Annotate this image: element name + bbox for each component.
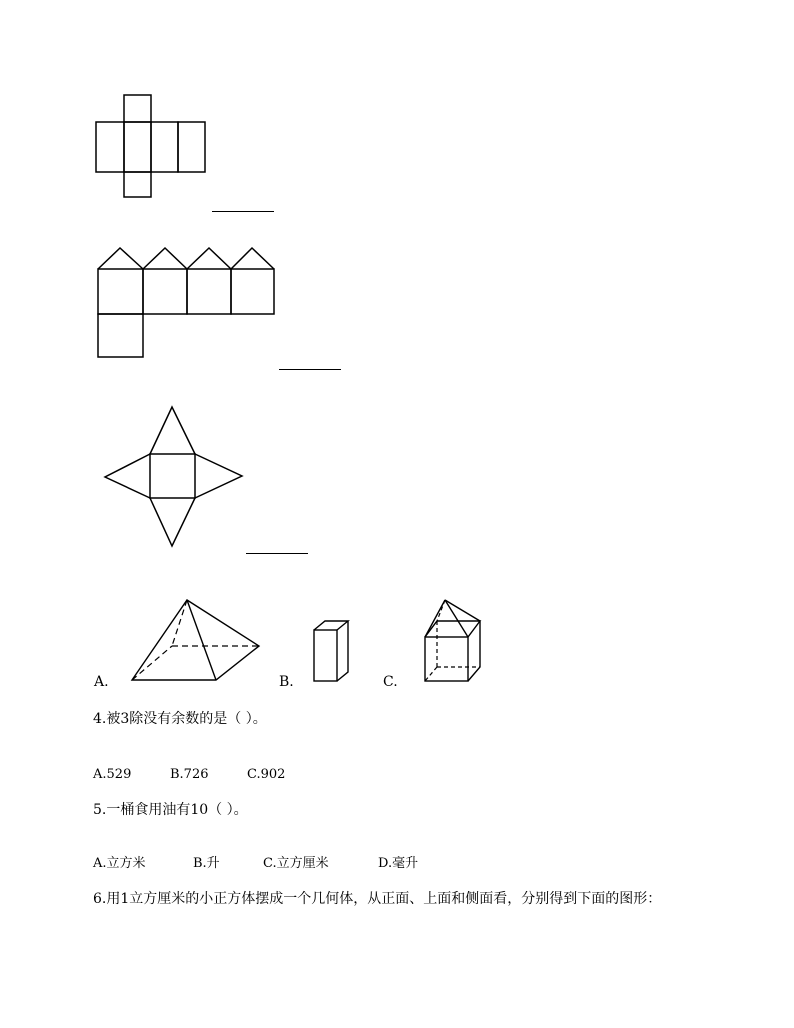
question-5-option-a: A.立方米 [93,856,146,871]
pyramid-net-figure [100,402,250,552]
cube-net-figure [92,92,210,202]
choice-c-label: C. [383,674,398,690]
question-5-option-b: B.升 [193,856,220,871]
question-5-option-d: D.毫升 [378,856,419,871]
question-4-option-b: B.726 [170,767,209,782]
cube-pyramid-solid-c [421,597,487,685]
answer-blank-3 [246,553,308,554]
answer-blank-2 [279,369,341,370]
question-4-option-c: C.902 [247,767,286,782]
choice-a-label: A. [94,674,109,690]
choice-b-label: B. [279,674,294,690]
question-5-option-c: C.立方厘米 [263,856,329,871]
question-6-stem: 6.用1立方厘米的小正方体摆成一个几何体，从正面、上面和侧面看，分别得到下面的图形： [93,891,662,907]
question-5-stem: 5.一桶食用油有10（ ）。 [93,802,248,818]
pyramid-solid-a [128,598,264,684]
answer-blank-1 [212,211,274,212]
question-4-stem: 4.被3除没有余数的是（ ）。 [93,711,267,727]
question-4-option-a: A.529 [93,767,132,782]
cuboid-solid-b [311,618,351,684]
house-net-figure [92,243,282,361]
